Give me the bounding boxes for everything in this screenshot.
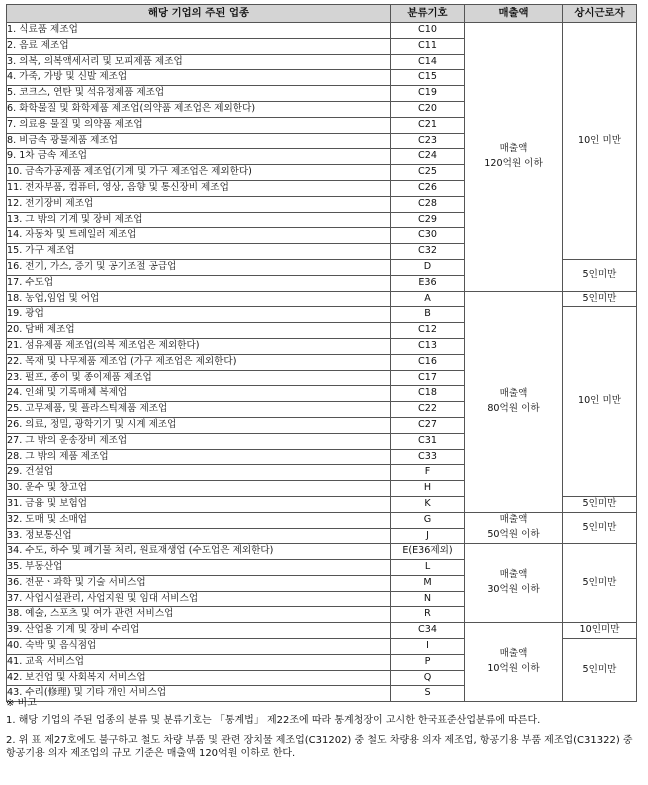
industry-cell: 7. 의료용 물질 및 의약품 제조업 xyxy=(7,117,391,133)
notes-title: ※ 비고 xyxy=(6,698,37,709)
sales-criteria-cell xyxy=(465,623,563,702)
industry-cell: 31. 금융 및 보험업 xyxy=(7,496,391,512)
industry-cell: 32. 도매 및 소매업 xyxy=(7,512,391,528)
sales-threshold: 120억원 이하 xyxy=(484,157,543,169)
industry-cell: 34. 수도, 하수 및 폐기물 처리, 원료재생업 (수도업은 제외한다) xyxy=(7,544,391,560)
table-row xyxy=(7,512,637,528)
table-row xyxy=(7,291,637,307)
code-cell: P xyxy=(391,654,465,670)
sales-threshold: 30억원 이하 xyxy=(487,584,540,596)
industry-cell: 1. 식료품 제조업 xyxy=(7,23,391,39)
code-cell: E(E36제외) xyxy=(391,544,465,560)
industry-cell: 16. 전기, 가스, 증기 및 공기조절 공급업 xyxy=(7,259,391,275)
code-cell: C22 xyxy=(391,402,465,418)
header-employees: 상시근로자 xyxy=(563,5,637,23)
code-cell: C12 xyxy=(391,323,465,339)
table-row xyxy=(7,623,637,639)
code-cell: S xyxy=(391,686,465,702)
code-cell: Q xyxy=(391,670,465,686)
industry-cell: 11. 전자부품, 컴퓨터, 영상, 음향 및 통신장비 제조업 xyxy=(7,180,391,196)
industry-cell: 18. 농업,임업 및 어업 xyxy=(7,291,391,307)
table-header-row xyxy=(7,5,637,23)
industry-cell: 13. 그 밖의 기계 및 장비 제조업 xyxy=(7,212,391,228)
code-cell: B xyxy=(391,307,465,323)
code-cell: C30 xyxy=(391,228,465,244)
code-cell: A xyxy=(391,291,465,307)
code-cell: C17 xyxy=(391,370,465,386)
employee-criteria-cell: 10인 미만 xyxy=(563,307,637,497)
industry-cell: 24. 인쇄 및 기록매체 복제업 xyxy=(7,386,391,402)
industry-cell: 20. 담배 제조업 xyxy=(7,323,391,339)
industry-cell: 35. 부동산업 xyxy=(7,560,391,576)
industry-cell: 29. 건설업 xyxy=(7,465,391,481)
sales-threshold: 10억원 이하 xyxy=(487,663,540,675)
employee-criteria-cell: 5인미만 xyxy=(563,496,637,512)
header-sales: 매출액 xyxy=(465,5,563,23)
sales-label: 매출액 xyxy=(499,648,528,660)
industry-cell: 2. 음료 제조업 xyxy=(7,38,391,54)
industry-cell: 21. 섬유제품 제조업(의복 제조업은 제외한다) xyxy=(7,338,391,354)
code-cell: N xyxy=(391,591,465,607)
code-cell: C11 xyxy=(391,38,465,54)
industry-cell: 14. 자동차 및 트레일러 제조업 xyxy=(7,228,391,244)
industry-cell: 4. 가죽, 가방 및 신발 제조업 xyxy=(7,70,391,86)
code-cell: H xyxy=(391,481,465,497)
code-cell: C27 xyxy=(391,417,465,433)
code-cell: C31 xyxy=(391,433,465,449)
code-cell: C32 xyxy=(391,244,465,260)
sales-criteria-cell xyxy=(465,23,563,292)
code-cell: K xyxy=(391,496,465,512)
table-row xyxy=(7,544,637,560)
notes-section xyxy=(6,697,642,767)
table-row xyxy=(7,23,637,39)
employee-criteria-cell: 5인미만 xyxy=(563,291,637,307)
code-cell: M xyxy=(391,575,465,591)
code-cell: C34 xyxy=(391,623,465,639)
industry-cell: 19. 광업 xyxy=(7,307,391,323)
note-item-2: 2. 위 표 제27호에도 불구하고 철도 차량 부품 및 관련 장치물 제조업(C31202) 중 철도 차량용 의자 제조업, 항공기용 부품 제조업(C31322) 중 항공기용 의자 제조업의 규모 기준은 매출액 120억원 이하로 한다. xyxy=(6,735,633,759)
note-item-1: 1. 해당 기업의 주된 업종의 분류 및 분류기호는 「통계법」 제22조에 따라 통계청장이 고시한 한국표준산업분류에 따른다. xyxy=(6,715,541,726)
industry-cell: 30. 운수 및 창고업 xyxy=(7,481,391,497)
code-cell: F xyxy=(391,465,465,481)
industry-cell: 15. 가구 제조업 xyxy=(7,244,391,260)
header-industry: 해당 기업의 주된 업종 xyxy=(7,5,391,23)
employee-criteria-cell: 5인미만 xyxy=(563,544,637,623)
sales-label: 매출액 xyxy=(499,514,528,526)
employee-criteria-cell: 5인미만 xyxy=(563,512,637,544)
code-cell: G xyxy=(391,512,465,528)
code-cell: E36 xyxy=(391,275,465,291)
employee-criteria-cell: 10인미만 xyxy=(563,623,637,639)
industry-cell: 3. 의복, 의복액세서리 및 모피제품 제조업 xyxy=(7,54,391,70)
code-cell: C28 xyxy=(391,196,465,212)
code-cell: C20 xyxy=(391,101,465,117)
industry-cell: 28. 그 밖의 제품 제조업 xyxy=(7,449,391,465)
code-cell: C15 xyxy=(391,70,465,86)
sales-criteria-cell xyxy=(465,291,563,512)
code-cell: C24 xyxy=(391,149,465,165)
industry-cell: 22. 목재 및 나무제품 제조업 (가구 제조업은 제외한다) xyxy=(7,354,391,370)
industry-cell: 40. 숙박 및 음식점업 xyxy=(7,639,391,655)
code-cell: C13 xyxy=(391,338,465,354)
sales-threshold: 50억원 이하 xyxy=(487,529,540,540)
employee-criteria-cell: 5인미만 xyxy=(563,259,637,291)
sales-criteria-cell xyxy=(465,544,563,623)
industry-cell: 9. 1차 금속 제조업 xyxy=(7,149,391,165)
code-cell: I xyxy=(391,639,465,655)
industry-cell: 27. 그 밖의 운송장비 제조업 xyxy=(7,433,391,449)
sales-criteria-cell xyxy=(465,512,563,544)
industry-criteria-table xyxy=(6,4,637,702)
code-cell: C33 xyxy=(391,449,465,465)
industry-cell: 6. 화학물질 및 화학제품 제조업(의약품 제조업은 제외한다) xyxy=(7,101,391,117)
industry-cell: 10. 금속가공제품 제조업(기계 및 가구 제조업은 제외한다) xyxy=(7,165,391,181)
sales-threshold: 80억원 이하 xyxy=(487,402,540,414)
industry-cell: 39. 산업용 기계 및 장비 수리업 xyxy=(7,623,391,639)
code-cell: C26 xyxy=(391,180,465,196)
table-body xyxy=(7,23,637,702)
code-cell: C21 xyxy=(391,117,465,133)
header-code: 분류기호 xyxy=(391,5,465,23)
code-cell: C19 xyxy=(391,86,465,102)
industry-cell: 5. 코크스, 연탄 및 석유정제품 제조업 xyxy=(7,86,391,102)
sales-label: 매출액 xyxy=(499,569,528,581)
industry-cell: 12. 전기장비 제조업 xyxy=(7,196,391,212)
code-cell: L xyxy=(391,560,465,576)
sales-label: 매출액 xyxy=(499,142,528,154)
employee-criteria-cell: 5인미만 xyxy=(563,639,637,702)
code-cell: C23 xyxy=(391,133,465,149)
code-cell: R xyxy=(391,607,465,623)
industry-cell: 25. 고무제품, 및 플라스틱제품 제조업 xyxy=(7,402,391,418)
industry-cell: 36. 전문ㆍ과학 및 기술 서비스업 xyxy=(7,575,391,591)
industry-cell: 42. 보건업 및 사회복지 서비스업 xyxy=(7,670,391,686)
code-cell: C14 xyxy=(391,54,465,70)
industry-cell: 8. 비금속 광물제품 제조업 xyxy=(7,133,391,149)
code-cell: J xyxy=(391,528,465,544)
industry-cell: 38. 예술, 스포츠 및 여가 관련 서비스업 xyxy=(7,607,391,623)
code-cell: C25 xyxy=(391,165,465,181)
industry-cell: 37. 사업시설관리, 사업지원 및 임대 서비스업 xyxy=(7,591,391,607)
sales-label: 매출액 xyxy=(499,387,528,399)
industry-cell: 41. 교육 서비스업 xyxy=(7,654,391,670)
code-cell: C16 xyxy=(391,354,465,370)
industry-cell: 43. 수리(修理) 및 기타 개인 서비스업 xyxy=(7,686,391,702)
industry-cell: 26. 의료, 정밀, 광학기기 및 시계 제조업 xyxy=(7,417,391,433)
industry-cell: 33. 정보통신업 xyxy=(7,528,391,544)
code-cell: D xyxy=(391,259,465,275)
industry-cell: 23. 펄프, 종이 및 종이제품 제조업 xyxy=(7,370,391,386)
code-cell: C10 xyxy=(391,23,465,39)
industry-cell: 17. 수도업 xyxy=(7,275,391,291)
code-cell: C18 xyxy=(391,386,465,402)
code-cell: C29 xyxy=(391,212,465,228)
employee-criteria-cell: 10인 미만 xyxy=(563,23,637,260)
